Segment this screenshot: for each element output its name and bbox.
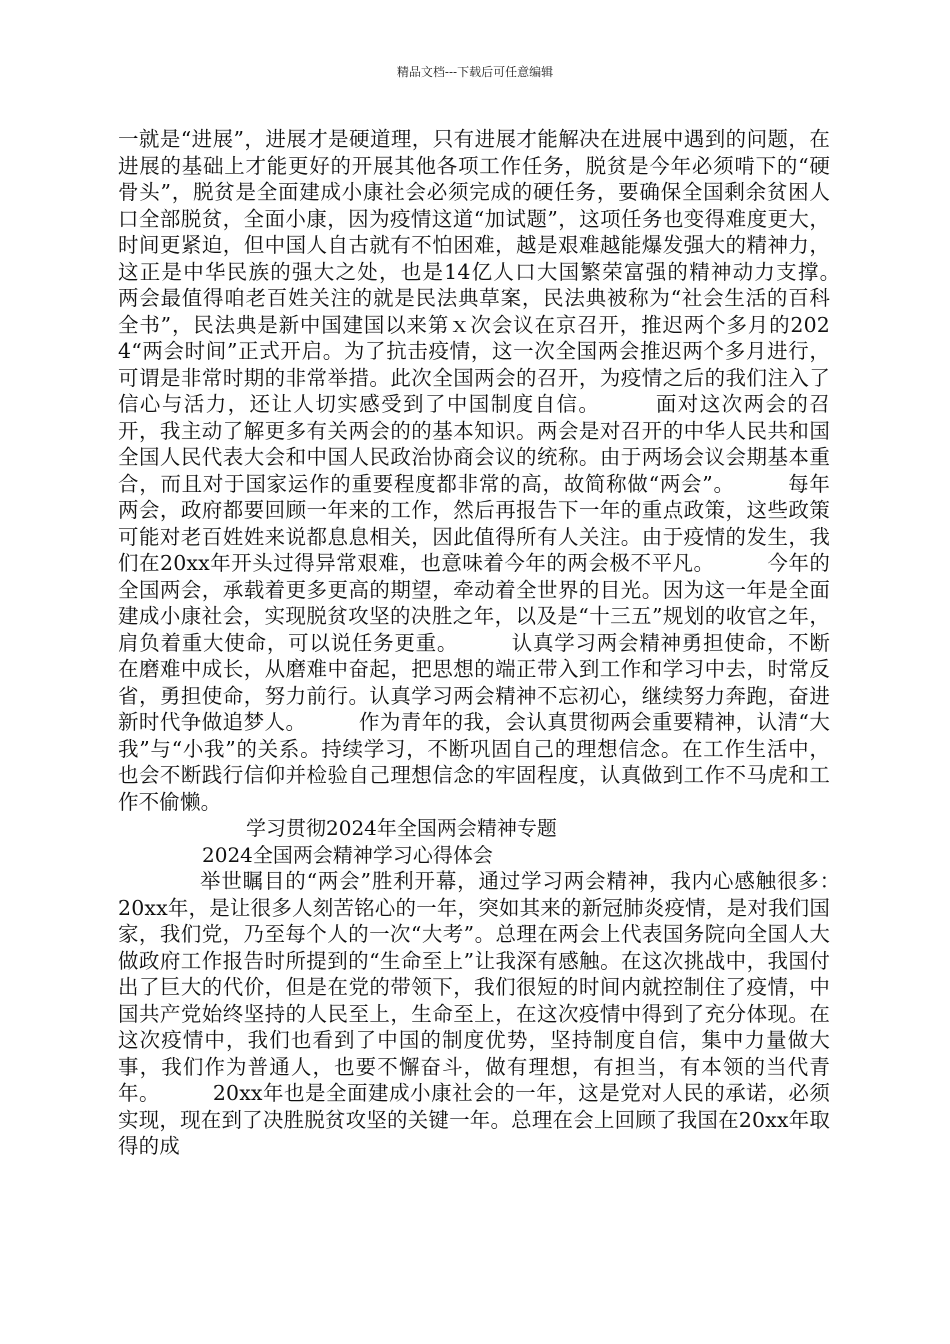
page-header: 精品文档---下载后可任意编辑 [396,65,554,79]
section-heading: 学习贯彻2024年全国两会精神专题 [246,816,557,840]
body-paragraph: 举世瞩目的“两会”胜利开幕，通过学习两会精神，我内心感触很多： 20xx年，是让很多人刻苦铭心的一年，突如其来的新冠肺炎疫情，是对我们国家，我们党，乃至每个人的一次“大考”。总理在两会上代表国务院向全国人大做政府工作报告时所提到的“生命至上”让我深有感触。在这次挑战中，我国付出了巨大的代价，但是在党的带领下，我们很短的时间内就控制住了疫情，中国共产党始终坚持的人民至上，生命至上，在这次疫情中得到了充分体现。在这次疫情中，我们也看到了中国的制度优势，坚持制度自信，集中力量做大事，我们作为普通人，也要不懈奋斗，做有理想，有担当，有本领的当代青年。 20xx年也是全面建成小康社会的一年，这是党对人民的承诺，必须实现，现在到了决胜脱贫攻坚的关键一年。总理在会上回顾了我国在20xx年取得的成 [118,869,892,1158]
section-subheading: 2024全国两会精神学习心得体会 [202,842,493,867]
document-body [118,126,892,1160]
body-paragraph: 一就是“进展”，进展才是硬道理，只有进展才能解决在进展中遇到的问题，在进展的基础上才能更好的开展其他各项工作任务，脱贫是今年必须啃下的“硬骨头”，脱贫是全面建成小康社会必须完成的硬任务，要确保全国剩余贫困人口全部脱贫，全面小康，因为疫情这道“加试题”，这项任务也变得难度更大，时间更紧迫，但中国人自古就有不怕困难，越是艰难越能爆发强大的精神力，这正是中华民族的强大之处，也是14亿人口大国繁荣富强的精神动力支撑。 两会最值得咱老百姓关注的就是民法典草案，民法典被称为“社会生活的百科全书”，民法典是新中国建国以来第ｘ次会议在京召开，推迟两个多月的2024“两会时间”正式开启。为了抗击疫情，这一次全国两会推迟两个多月进行，可谓是非常时期的非常举措。此次全国两会的召开，为疫情之后的我们注入了信心与活力，还让人切实感受到了中国制度自信。 面对这次两会的召开，我主动了解更多有关两会的的基本知识。两会是对召开的中华人民共和国全国人民代表大会和中国人民政治协商会议的统称。由于两场会议会期基本重合，而且对于国家运作的重要程度都非常的高，故简称做“两会”。 每年两会，政府都要回顾一年来的工作，然后再报告下一年的重点政策，这些政策可能对老百姓姓来说都息息相关，因此值得所有人关注。由于疫情的发生，我们在20xx年开头过得异常艰难，也意味着今年的两会极不平凡。 今年的全国两会，承载着更多更高的期望，牵动着全世界的目光。因为这一年是全面建成小康社会，实现脱贫攻坚的决胜之年，以及是“十三五”规划的收官之年，肩负着重大使命，可以说任务更重。 认真学习两会精神勇担使命，不断在磨难中成长，从磨难中奋起，把思想的端正带入到工作和学习中去，时常反省，勇担使命，努力前行。认真学习两会精神不忘初心，继续努力奔跑，奋进新时代争做追梦人。 作为青年的我，会认真贯彻两会重要精神，认清“大我”与“小我”的关系。持续学习，不断巩固自己的理想信念。在工作生活中，也会不断践行信仰并检验自己理想信念的牢固程度，认真做到工作不马虎和工作不偷懒。 [118,127,892,814]
